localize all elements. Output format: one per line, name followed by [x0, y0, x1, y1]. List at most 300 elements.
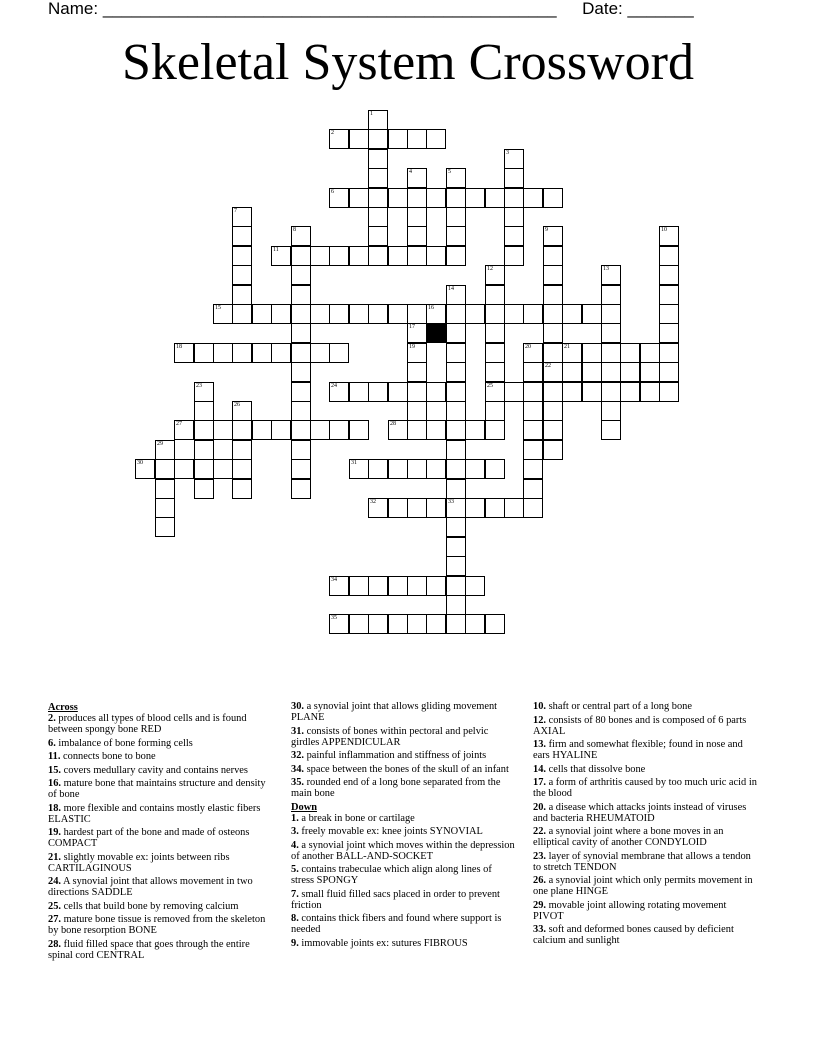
grid-cell[interactable] — [407, 323, 427, 343]
grid-cell[interactable] — [310, 343, 330, 363]
clue-text: contains trabeculae which align along lines of stress SPONGY — [291, 864, 492, 886]
clue-number-label: 3. — [291, 826, 299, 837]
grid-cell[interactable] — [407, 188, 427, 208]
grid-cell[interactable] — [368, 576, 388, 596]
grid-cell[interactable] — [291, 343, 311, 363]
grid-cell[interactable] — [446, 595, 466, 615]
grid-cell[interactable] — [271, 304, 291, 324]
grid-cell[interactable] — [426, 382, 446, 402]
across-header: Across — [48, 702, 78, 713]
grid-cell[interactable] — [446, 323, 466, 343]
grid-cell[interactable] — [155, 498, 175, 518]
grid-cell[interactable] — [465, 498, 485, 518]
grid-cell[interactable] — [446, 614, 466, 634]
grid-cell[interactable] — [368, 614, 388, 634]
grid-cell[interactable] — [155, 517, 175, 537]
grid-cell[interactable] — [601, 343, 621, 363]
clue — [533, 924, 759, 946]
grid-cell[interactable] — [232, 207, 252, 227]
clue-number-label: 15. — [48, 764, 61, 776]
grid-cell[interactable] — [291, 440, 311, 460]
grid-cell[interactable] — [349, 188, 369, 208]
grid-cell[interactable] — [291, 323, 311, 343]
clue-number: 5 — [448, 169, 451, 175]
grid-cell[interactable] — [232, 265, 252, 285]
grid-cell[interactable] — [620, 382, 640, 402]
grid-cell[interactable] — [388, 420, 408, 440]
clue-text: small fluid filled sacs placed in order to prevent friction — [291, 888, 500, 911]
grid-cell[interactable] — [388, 246, 408, 266]
grid-cell[interactable] — [329, 420, 349, 440]
grid-cell[interactable] — [620, 362, 640, 382]
clue-number: 33 — [448, 499, 454, 505]
clue-number-label: 30. — [291, 701, 304, 712]
grid-cell[interactable] — [368, 498, 388, 518]
grid-cell[interactable] — [407, 614, 427, 634]
grid-cell[interactable] — [446, 362, 466, 382]
grid-cell[interactable] — [659, 362, 679, 382]
grid-cell[interactable] — [543, 382, 563, 402]
grid-cell[interactable] — [349, 129, 369, 149]
grid-cell[interactable] — [426, 576, 446, 596]
clue-number: 35 — [331, 615, 337, 621]
grid-cell[interactable] — [601, 304, 621, 324]
grid-cell[interactable] — [349, 459, 369, 479]
clue-number-label: 20. — [533, 801, 546, 813]
clue-number-label: 32. — [291, 750, 304, 761]
clue-number: 32 — [370, 499, 376, 505]
clue — [291, 764, 517, 775]
grid-cell[interactable] — [349, 614, 369, 634]
grid-cell[interactable] — [368, 188, 388, 208]
grid-cell[interactable] — [659, 265, 679, 285]
grid-cell[interactable] — [194, 479, 214, 499]
grid-cell[interactable] — [543, 285, 563, 305]
grid-cell[interactable] — [368, 110, 388, 130]
grid-cell[interactable] — [407, 226, 427, 246]
grid-cell[interactable] — [426, 129, 446, 149]
grid-cell[interactable] — [582, 343, 602, 363]
grid-cell[interactable] — [213, 459, 233, 479]
grid-cell[interactable] — [291, 401, 311, 421]
grid-cell[interactable] — [329, 304, 349, 324]
grid-cell[interactable] — [291, 362, 311, 382]
grid-cell[interactable] — [426, 246, 446, 266]
grid-cell[interactable] — [446, 479, 466, 499]
grid-cell[interactable] — [562, 362, 582, 382]
grid-cell[interactable] — [291, 265, 311, 285]
grid-cell[interactable] — [388, 459, 408, 479]
clue-number-label: 2. — [48, 713, 56, 724]
grid-cell[interactable] — [543, 226, 563, 246]
grid-cell[interactable] — [523, 362, 543, 382]
grid-cell[interactable] — [504, 382, 524, 402]
grid-cell[interactable] — [232, 479, 252, 499]
grid-cell[interactable] — [543, 323, 563, 343]
grid-cell[interactable] — [368, 459, 388, 479]
grid-cell[interactable] — [640, 382, 660, 402]
clue-number-label: 22. — [533, 826, 546, 837]
name-label: Name: — [48, 0, 99, 18]
grid-cell[interactable] — [485, 614, 505, 634]
grid-cell[interactable] — [155, 440, 175, 460]
grid-cell[interactable] — [504, 188, 524, 208]
grid-cell[interactable] — [485, 459, 505, 479]
clue-text: A synovial joint that allows movement in two directions SADDLE — [48, 876, 253, 898]
grid-cell[interactable] — [504, 168, 524, 188]
grid-cell[interactable] — [349, 304, 369, 324]
grid-cell[interactable] — [601, 382, 621, 402]
clue-text: immovable joints ex: sutures FIBROUS — [298, 937, 468, 949]
grid-cell[interactable] — [582, 362, 602, 382]
grid-cell[interactable] — [310, 246, 330, 266]
clue-number: 9 — [545, 227, 548, 233]
grid-cell[interactable] — [194, 401, 214, 421]
grid-cell[interactable] — [135, 459, 155, 479]
clue-number-label: 25. — [48, 900, 61, 912]
grid-cell[interactable] — [407, 246, 427, 266]
clue-column-2 — [291, 701, 517, 951]
grid-cell[interactable] — [485, 343, 505, 363]
grid-cell[interactable] — [543, 265, 563, 285]
grid-cell[interactable] — [349, 382, 369, 402]
grid-cell[interactable] — [659, 246, 679, 266]
grid-cell[interactable] — [523, 188, 543, 208]
clue — [48, 876, 274, 898]
grid-cell[interactable] — [407, 576, 427, 596]
grid-cell[interactable] — [291, 479, 311, 499]
grid-cell[interactable] — [329, 246, 349, 266]
grid-cell[interactable] — [368, 226, 388, 246]
clue-number-label: 29. — [533, 899, 546, 911]
grid-cell[interactable] — [388, 382, 408, 402]
grid-cell[interactable] — [446, 537, 466, 557]
clue — [533, 739, 759, 761]
grid-cell[interactable] — [485, 323, 505, 343]
grid-cell[interactable] — [232, 285, 252, 305]
grid-cell[interactable] — [407, 401, 427, 421]
clue-number-label: 11. — [48, 751, 61, 762]
grid-cell[interactable] — [543, 440, 563, 460]
grid-cell[interactable] — [582, 304, 602, 324]
grid-cell[interactable] — [601, 323, 621, 343]
grid-cell[interactable] — [523, 459, 543, 479]
grid-cell[interactable] — [504, 226, 524, 246]
grid-cell[interactable] — [407, 129, 427, 149]
grid-cell[interactable] — [291, 285, 311, 305]
grid-cell[interactable] — [523, 479, 543, 499]
grid-cell[interactable] — [291, 420, 311, 440]
clue-number-label: 12. — [533, 714, 546, 726]
clue-number-label: 27. — [48, 914, 61, 925]
clue-number: 3 — [506, 150, 509, 156]
grid-cell[interactable] — [407, 207, 427, 227]
grid-cell[interactable] — [213, 343, 233, 363]
clue — [291, 701, 517, 723]
grid-cell[interactable] — [252, 420, 272, 440]
grid-cell[interactable] — [543, 343, 563, 363]
grid-cell[interactable] — [485, 401, 505, 421]
grid-cell[interactable] — [446, 304, 466, 324]
grid-cell[interactable] — [659, 304, 679, 324]
grid-cell[interactable] — [407, 459, 427, 479]
grid-cell[interactable] — [504, 304, 524, 324]
clue-number: 6 — [331, 189, 334, 195]
grid-cell[interactable] — [349, 576, 369, 596]
clue — [533, 802, 759, 824]
grid-cell[interactable] — [485, 304, 505, 324]
name-blank[interactable]: ________________________________________________ — [102, 0, 557, 18]
grid-cell[interactable] — [349, 420, 369, 440]
clue-number: 7 — [234, 208, 237, 214]
grid-cell[interactable] — [485, 188, 505, 208]
clue-text: rounded end of a long bone separated from the main bone — [291, 777, 501, 799]
clue-number: 25 — [487, 383, 493, 389]
grid-cell[interactable] — [659, 226, 679, 246]
grid-cell[interactable] — [271, 246, 291, 266]
grid-cell[interactable] — [543, 362, 563, 382]
grid-cell[interactable] — [446, 246, 466, 266]
grid-cell[interactable] — [640, 362, 660, 382]
grid-cell[interactable] — [465, 576, 485, 596]
grid-cell[interactable] — [426, 304, 446, 324]
grid-cell[interactable] — [407, 168, 427, 188]
grid-cell[interactable] — [232, 246, 252, 266]
clue — [48, 778, 274, 800]
grid-cell[interactable] — [368, 149, 388, 169]
grid-cell[interactable] — [659, 343, 679, 363]
clue-number-label: 4. — [291, 839, 299, 851]
grid-cell[interactable] — [426, 188, 446, 208]
grid-cell[interactable] — [446, 188, 466, 208]
clue-number-label: 28. — [48, 938, 61, 950]
grid-cell[interactable] — [523, 401, 543, 421]
grid-cell[interactable] — [232, 304, 252, 324]
grid-cell[interactable] — [601, 362, 621, 382]
grid-cell[interactable] — [368, 304, 388, 324]
grid-cell[interactable] — [543, 304, 563, 324]
grid-cell[interactable] — [155, 459, 175, 479]
clue-number: 4 — [409, 169, 412, 175]
grid-cell[interactable] — [388, 614, 408, 634]
clue — [291, 826, 517, 837]
grid-cell[interactable] — [407, 343, 427, 363]
grid-cell[interactable] — [485, 265, 505, 285]
grid-cell[interactable] — [407, 362, 427, 382]
grid-cell[interactable] — [523, 420, 543, 440]
grid-cell[interactable] — [194, 382, 214, 402]
down-header: Down — [291, 801, 317, 813]
grid-cell[interactable] — [582, 382, 602, 402]
grid-cell[interactable] — [194, 343, 214, 363]
grid-cell[interactable] — [252, 343, 272, 363]
grid-cell[interactable] — [543, 420, 563, 440]
grid-cell[interactable] — [291, 459, 311, 479]
grid-cell[interactable] — [562, 382, 582, 402]
grid-cell[interactable] — [543, 246, 563, 266]
grid-cell[interactable] — [368, 168, 388, 188]
clue — [533, 701, 759, 712]
clue-text: connects bone to bone — [60, 751, 156, 762]
grid-cell[interactable] — [601, 401, 621, 421]
grid-cell[interactable] — [446, 576, 466, 596]
grid-cell[interactable] — [388, 188, 408, 208]
grid-cell[interactable] — [252, 304, 272, 324]
clue — [291, 864, 517, 886]
grid-cell[interactable] — [601, 285, 621, 305]
grid-cell[interactable] — [329, 188, 349, 208]
grid-cell[interactable] — [601, 265, 621, 285]
grid-cell[interactable] — [523, 343, 543, 363]
clue-number: 19 — [409, 344, 415, 350]
grid-cell[interactable] — [407, 382, 427, 402]
grid-cell[interactable] — [523, 304, 543, 324]
grid-cell[interactable] — [543, 401, 563, 421]
grid-cell[interactable] — [485, 285, 505, 305]
grid-cell[interactable] — [465, 614, 485, 634]
clue-number: 23 — [196, 383, 202, 389]
clue — [48, 914, 274, 936]
clue — [291, 840, 517, 862]
grid-cell[interactable] — [407, 498, 427, 518]
grid-cell[interactable] — [601, 420, 621, 440]
clue — [533, 715, 759, 737]
grid-cell[interactable] — [232, 440, 252, 460]
grid-cell[interactable] — [446, 168, 466, 188]
grid-cell[interactable] — [446, 517, 466, 537]
grid-cell[interactable] — [523, 498, 543, 518]
grid-cell[interactable] — [504, 246, 524, 266]
grid-cell[interactable] — [329, 576, 349, 596]
grid-cell[interactable] — [310, 420, 330, 440]
grid-cell[interactable] — [446, 401, 466, 421]
grid-cell[interactable] — [388, 304, 408, 324]
grid-cell[interactable] — [329, 382, 349, 402]
grid-cell[interactable] — [329, 129, 349, 149]
grid-cell[interactable] — [446, 420, 466, 440]
grid-cell[interactable] — [504, 498, 524, 518]
grid-cell[interactable] — [426, 614, 446, 634]
grid-cell[interactable] — [426, 420, 446, 440]
grid-cell[interactable] — [388, 576, 408, 596]
grid-cell[interactable] — [407, 420, 427, 440]
grid-cell[interactable] — [446, 207, 466, 227]
grid-cell[interactable] — [232, 401, 252, 421]
clue-text: space between the bones of the skull of an infant — [304, 763, 509, 775]
grid-cell[interactable] — [562, 304, 582, 324]
grid-cell[interactable] — [368, 129, 388, 149]
clue-number-label: 21. — [48, 851, 61, 863]
grid-cell[interactable] — [446, 226, 466, 246]
clue-number-label: 18. — [48, 802, 61, 814]
grid-cell[interactable] — [388, 498, 408, 518]
clue-number-label: 6. — [48, 737, 56, 749]
date-blank[interactable]: _______ — [627, 0, 694, 18]
grid-cell[interactable] — [368, 207, 388, 227]
grid-cell[interactable] — [446, 498, 466, 518]
grid-cell[interactable] — [659, 285, 679, 305]
grid-cell[interactable] — [504, 149, 524, 169]
grid-cell[interactable] — [465, 459, 485, 479]
grid-cell[interactable] — [271, 343, 291, 363]
clue-number: 11 — [273, 247, 279, 253]
grid-cell[interactable] — [232, 459, 252, 479]
grid-cell[interactable] — [291, 304, 311, 324]
grid-cell[interactable] — [388, 129, 408, 149]
clue-text: cells that dissolve bone — [546, 763, 646, 775]
grid-cell[interactable] — [446, 285, 466, 305]
grid-cell[interactable] — [465, 420, 485, 440]
grid-cell[interactable] — [620, 343, 640, 363]
grid-cell[interactable] — [407, 304, 427, 324]
clue-number: 14 — [448, 286, 454, 292]
grid-cell[interactable] — [446, 459, 466, 479]
grid-cell[interactable] — [543, 188, 563, 208]
grid-cell[interactable] — [465, 188, 485, 208]
grid-cell[interactable] — [329, 343, 349, 363]
clue-number-label: 35. — [291, 777, 304, 788]
grid-cell[interactable] — [446, 382, 466, 402]
clue-number: 13 — [603, 266, 609, 272]
grid-cell[interactable] — [485, 362, 505, 382]
grid-cell[interactable] — [213, 420, 233, 440]
grid-cell[interactable] — [426, 498, 446, 518]
grid-cell[interactable] — [194, 440, 214, 460]
clue — [48, 713, 274, 735]
grid-cell[interactable] — [291, 226, 311, 246]
clue — [48, 751, 274, 762]
grid-cell[interactable] — [213, 304, 233, 324]
grid-cell[interactable] — [485, 498, 505, 518]
grid-cell[interactable] — [174, 343, 194, 363]
grid-cell[interactable] — [232, 343, 252, 363]
grid-cell[interactable] — [659, 323, 679, 343]
grid-cell[interactable] — [232, 226, 252, 246]
clue-text: covers medullary cavity and contains nerves — [61, 764, 248, 776]
grid-cell[interactable] — [368, 246, 388, 266]
grid-cell[interactable] — [291, 382, 311, 402]
grid-cell[interactable] — [329, 614, 349, 634]
grid-cell[interactable] — [659, 382, 679, 402]
grid-cell[interactable] — [465, 304, 485, 324]
grid-cell[interactable] — [291, 246, 311, 266]
grid-cell[interactable] — [310, 304, 330, 324]
grid-cell[interactable] — [446, 440, 466, 460]
grid-cell[interactable] — [174, 420, 194, 440]
grid-cell[interactable] — [640, 343, 660, 363]
grid-cell[interactable] — [523, 440, 543, 460]
grid-cell[interactable] — [232, 420, 252, 440]
grid-cell[interactable] — [446, 556, 466, 576]
grid-cell[interactable] — [349, 246, 369, 266]
grid-cell[interactable] — [446, 343, 466, 363]
clue — [533, 826, 759, 848]
grid-cell[interactable] — [155, 479, 175, 499]
grid-cell[interactable] — [426, 459, 446, 479]
grid-cell[interactable] — [504, 207, 524, 227]
grid-cell[interactable] — [368, 382, 388, 402]
grid-cell[interactable] — [485, 420, 505, 440]
grid-cell[interactable] — [271, 420, 291, 440]
grid-cell[interactable] — [194, 420, 214, 440]
clue-number-label: 7. — [291, 888, 299, 900]
clue-number: 20 — [525, 344, 531, 350]
grid-cell[interactable] — [485, 382, 505, 402]
grid-cell[interactable] — [523, 382, 543, 402]
grid-cell[interactable] — [174, 459, 194, 479]
grid-cell[interactable] — [562, 343, 582, 363]
grid-cell[interactable] — [194, 459, 214, 479]
